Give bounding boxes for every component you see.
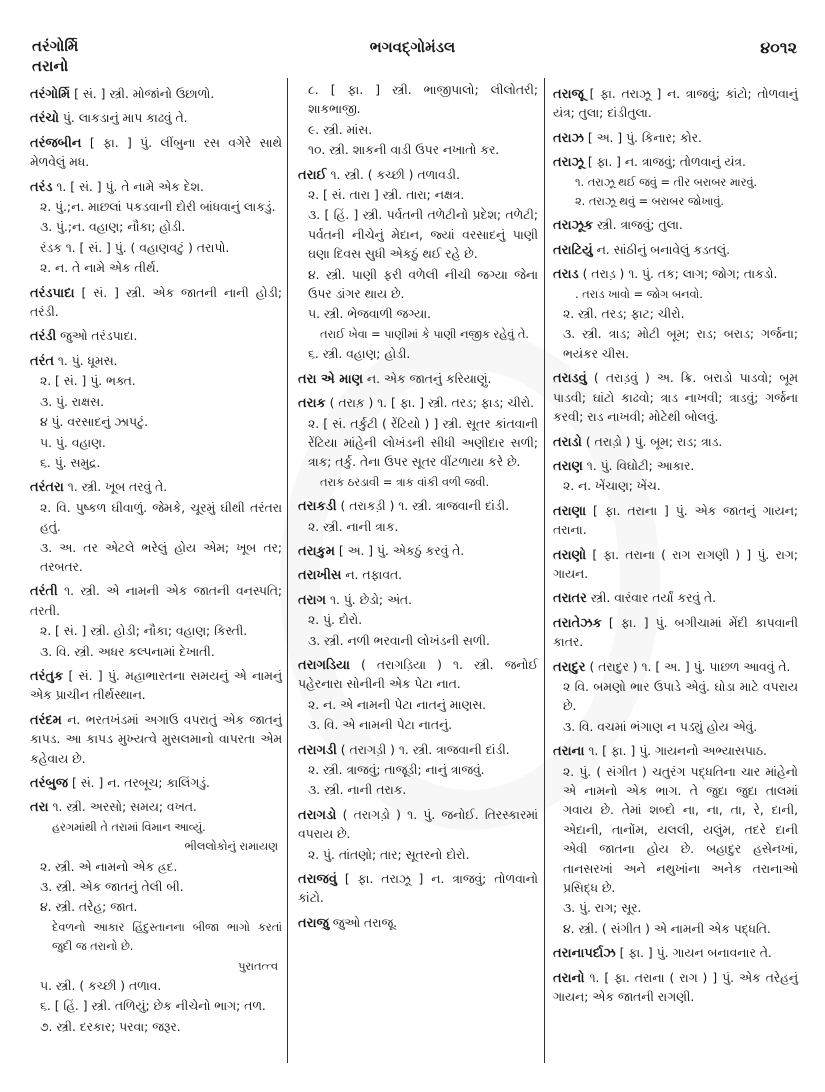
dictionary-entry: [298, 166, 538, 185]
sense-line: [30, 434, 282, 453]
dictionary-entry: [30, 798, 282, 817]
headword: તરાકુમ: [298, 543, 335, 559]
headword: તરંજબીન: [30, 135, 82, 151]
definition-text: ન. સાંઠીનું બનાવેલું કડતલું.: [596, 242, 731, 257]
usage-example: [553, 192, 798, 211]
definition-text: ( તરાગડ઼ી ) ૧. સ્ત્રી. ત્રાજવાની દાંડી.: [340, 742, 510, 757]
definition-text: જુઓ તરાજૂ.: [332, 915, 397, 930]
dictionary-entry: [298, 591, 538, 610]
definition-text: રંડક ૧. [ સં. ] પું. ( વહાણવટું ) તરાપો.: [40, 240, 230, 255]
column-divider: [544, 78, 545, 1063]
definition-text: ૧. તરાઝૂ થઈ જવું = તીર બરાબર મારવું.: [575, 175, 758, 189]
definition-text: ( તરાડ઼ો ) પું. બૂમ; રાડ; ત્રાડ.: [585, 434, 723, 449]
definition-text: પુરાતત્ત્વ: [238, 959, 278, 973]
headword: તરંડી: [30, 329, 57, 345]
citation-source: [30, 837, 282, 856]
sense-line: [30, 372, 282, 391]
definition-text: ૨. [ સં. તર્કુટી ( રેંટિયો ) ] સ્ત્રી. સૂતર કાંતવાની રેંટિયા માંહેની લોખંડની સીધી અણીદાર સળી; ત્રાક; તર્કુ. તેના ઉપર સૂતર વીંટળાયા કરે છે.: [308, 416, 538, 470]
definition-text: ( તરાડ઼ ) ૧. પું. તક; લાગ; જોગ; તાકડો.: [582, 267, 778, 282]
definition-text: ૨ વિ. બમણો ભાર ઉપાડે એવું. ઘોડા માટે વપરાય છે.: [563, 679, 798, 714]
definition-text: ( તરાદુ઼ર ) ૧. [ અ. ] પું. પાછળ આવવું તે.: [589, 659, 791, 674]
definition-text: ૧. સ્ત્રી. ( કચ્છી ) તળાવડી.: [330, 167, 460, 182]
sense-line: [298, 632, 538, 651]
definition-text: ( તરાકડ઼ી ) ૧. સ્ત્રી. ત્રાજવાની દાંડી.: [340, 499, 510, 514]
dictionary-entry: [298, 656, 538, 695]
sense-line: [30, 393, 282, 412]
definition-text: હરગમાંથી તે તરામાં વિમાન આવ્યું.: [52, 820, 206, 834]
definition-text: [ સં. ] ન. તરબૂચ; કાલિંગડું.: [72, 776, 210, 790]
dictionary-entry: [553, 969, 798, 1008]
sense-line: [30, 259, 282, 278]
definition-text: ૨. પું. તાંતણો; તાર; સૂતરનો દોરો.: [308, 847, 470, 862]
definition-text: ૨. ન. તે નામે એક તીર્થ.: [40, 261, 160, 276]
definition-text: ૨. પું.;ન. માછલાં પકડવાની દોરી બાંધવાનું લાકડું.: [40, 200, 276, 215]
headword: તરાતર: [553, 591, 587, 607]
dictionary-entry: [30, 85, 282, 104]
dictionary-entry: [553, 614, 798, 653]
headword: તરાણ: [553, 458, 583, 474]
definition-text: ૧. પું. ધૂમસ.: [57, 353, 118, 368]
dictionary-entry: [553, 457, 798, 476]
definition-text: [ ફા. ] પું. ગાયન બનાવનાર તે.: [619, 946, 772, 961]
definition-text: ૧. [ ફા. ] પું. ગાયનનો અભ્યાસપાઠ.: [588, 744, 767, 759]
sense-line: [298, 761, 538, 780]
headword: તરાણા: [553, 503, 587, 519]
page-title: ભગવદ્ગોમંડલ: [369, 38, 456, 56]
dictionary-entry: [30, 478, 282, 497]
definition-text: ૬. સ્ત્રી. વહાણ; હોડી.: [308, 347, 411, 362]
definition-text: ૧. પું. વિઘોટી; આકાર.: [586, 458, 695, 473]
definition-text: ૬. પું. સમુદ્ર.: [40, 455, 101, 470]
headword: તરા એ માણ: [298, 371, 363, 387]
sense-line: [30, 858, 282, 877]
dictionary-entry: [553, 502, 798, 541]
definition-text: ૩. વિ. એ નામની પેટા નાતનું.: [308, 718, 453, 733]
headword: તરાજૂ: [553, 87, 584, 102]
headword: તરંબુજ: [30, 776, 69, 791]
definition-text: ૫. સ્ત્રી. ભેજવાળી જગ્યા.: [308, 307, 432, 322]
sense-line: [298, 611, 538, 630]
headword: તરંડપાદા: [30, 285, 75, 301]
dictionary-entry: [30, 178, 282, 197]
definition-text: ૪ પું. વરસાદનું ઝાપટું.: [40, 415, 149, 430]
definition-text: ૩. પું.;ન. વહાણ; નૌકા; હોડી.: [40, 220, 186, 235]
headword: તરાતેઝક: [553, 615, 602, 631]
dictionary-entry: [553, 85, 798, 124]
dictionary-entry: [30, 327, 282, 346]
definition-text: ૧. [ સં. ] પું. તે નામે એક દેશ.: [56, 179, 204, 194]
headword: તરંચો: [30, 111, 59, 127]
definition-text: ૧. સ્ત્રી. ખૂબ તરવું તે.: [67, 480, 168, 495]
sense-line: [553, 718, 798, 737]
dictionary-entry: [30, 774, 282, 793]
definition-text: ૧. પું. છેડો; અંત.: [329, 592, 412, 607]
sense-line: [298, 81, 538, 120]
headword: તરાગડિયા: [298, 657, 350, 673]
sense-line: [298, 141, 538, 160]
usage-example: [553, 173, 798, 192]
sense-line: [553, 325, 798, 364]
dictionary-entry: [553, 153, 798, 172]
definition-text: ૨. ન. એ નામની પેટા નાતનું માણસ.: [308, 697, 487, 712]
sense-line: [298, 121, 538, 140]
definition-text: [ ફા. ] પું. લીંબુના રસ વગેરે સાથે મેળવેલું મધ.: [30, 135, 282, 170]
headword: તરંદમ: [30, 712, 62, 728]
headword: તરાઈ: [298, 167, 327, 183]
definition-text: ૪. સ્ત્રી. ( સંગીત ) એ નામની એક પદ્ધતિ.: [563, 921, 771, 936]
definition-text: ૫. સ્ત્રી. ( કચ્છી ) તળાવ.: [40, 979, 162, 994]
definition-text: ૩. અ. તર એટલે ભરેલું હોય એમ; ખૂબ તર; તરબતર.: [40, 540, 282, 574]
dictionary-entry: [30, 134, 282, 173]
sense-line: [553, 763, 798, 899]
sense-line: [30, 898, 282, 917]
sense-line: [298, 206, 538, 264]
definition-text: ૨. સ્ત્રી. ત્રાજવું; તાજૂડી; નાનું ત્રાજવું.: [308, 763, 485, 777]
definition-text: ૨. તરાઝૂ થવું = બરાબર જોખાવું.: [575, 195, 725, 209]
definition-text: [ ફા. તરાઝૂ ] ન. ત્રાજવું; તોળવાનો કાંટો.: [298, 872, 538, 906]
page-number: ૪૦૧૨: [760, 38, 797, 57]
dictionary-entry: [30, 711, 282, 769]
definition-text: ૨. પું. ( સંગીત ) ચતુરંગ પદ્ધતિના ચાર માંહેનો એ નામનો એક ભાગ. તે જુદા જુદા તાલમાં ગવાય છે. તેમાં શબ્દો ના, ના, તા, રે, દાની, એદાની, તાનોંમ, યલલી, યલુંમ, તદરે દાની એવી જાતના હોય છે. બહાદુર હસેનખાં, તાનસરખાં અને નથુખાંના અનેક તરાનાઓ પ્રસિદ્ધ છે.: [563, 764, 798, 896]
dictionary-entry: [553, 742, 798, 761]
definition-text: ૨. સ્ત્રી. નાની ત્રાક.: [308, 519, 399, 534]
definition-text: તરાઈ ખેવા = પાણીમાં કે પાણી નજીક રહેવું તે.: [320, 327, 529, 341]
definition-text: ૩. [ હિં. ] સ્ત્રી. પર્વતની તળેટીનો પ્રદેશ; તળેટી; પર્વતની નીચેનું મેદાન, જ્યાં વરસાદનું પાણી ઘણા દિવસ સુધી એકઠું થઈ રહે છે.: [308, 208, 538, 262]
headword: તરાજવું: [298, 872, 337, 888]
headword: તરંગોર્મિ: [30, 87, 71, 102]
dictionary-entry: [30, 352, 282, 371]
sense-line: [30, 539, 282, 578]
usage-example: [298, 325, 538, 344]
definition-text: ૨. વિ. પુષ્કળ ઘીવાળું. જેમકે, ચૂરમું ઘીથી તરંતરા હતું.: [40, 500, 282, 535]
dictionary-entry: [298, 566, 538, 585]
guide-word-first: તરંગોર્મિ: [32, 37, 79, 55]
headword: તરાદુર: [553, 659, 586, 675]
sense-line: [30, 643, 282, 662]
sense-line: [298, 186, 538, 205]
definition-text: ૧. સ્ત્રી. એ નામની એક જાતની વનસ્પતિ; તરતી.: [30, 584, 282, 618]
dictionary-entry: [553, 216, 798, 235]
dictionary-entry: [298, 497, 538, 516]
sense-line: [30, 878, 282, 897]
headword: તરંત: [30, 353, 54, 369]
definition-text: ૧. [ ફા. તરાના ( રાગ ) ] પું. એક તરેહનું ગાયન; એક જાતની રાગણી.: [553, 970, 798, 1005]
column-3: [553, 80, 798, 1007]
dictionary-entry: [553, 433, 798, 452]
dictionary-entry: [30, 582, 282, 621]
definition-text: [ સં. ] પું. મહાભારતના સમયનું એ નામનું એક પ્રાચીન તીર્થસ્થાન.: [30, 668, 282, 703]
dictionary-entry: [30, 667, 282, 706]
usage-example: [553, 285, 798, 304]
sense-line: [30, 413, 282, 432]
dictionary-entry: [553, 369, 798, 427]
definition-text: ૨. સ્ત્રી. તરડ; ફાટ; ચીરો.: [563, 307, 685, 322]
dictionary-entry: [298, 870, 538, 909]
definition-text: ૨. પું. દોરો.: [308, 613, 363, 628]
definition-text: ૨. [ સં. તારા ] સ્ત્રી. તારા; નક્ષત્ર.: [308, 188, 465, 203]
sense-line: [553, 305, 798, 324]
definition-text: દેવળનો આકાર હિંદુસ્તાનના બીજા ભાગો કરતાં જુદી જ તરાનો છે.: [52, 920, 282, 954]
sense-line: [30, 997, 282, 1016]
dictionary-entry: [553, 589, 798, 608]
definition-text: ૯. સ્ત્રી. માંસ.: [308, 122, 373, 137]
definition-text: ૩. પું. રાક્ષસ.: [40, 394, 104, 409]
definition-text: ૩. સ્ત્રી. ત્રાડ; મોટી બૂમ; રાડ; બરાડ; ગર્જના; ભયંકર ચીસ.: [563, 327, 798, 361]
headword: તરાટિયું: [553, 242, 593, 258]
dictionary-entry: [553, 546, 798, 585]
dictionary-entry: [553, 241, 798, 260]
definition-text: ૩. વિ. વચમાં ભંગાણ ન પડ્યું હોય એવું.: [563, 719, 758, 734]
sense-line: [298, 781, 538, 800]
sense-line: [30, 198, 282, 217]
sense-line: [553, 920, 798, 939]
definition-text: [ અ. ] પું. કિનાર; કોર.: [587, 130, 702, 145]
definition-text: [ ફા. તરાઝૂ ] ન. ત્રાજવું; કાંટો; તોળવાનું યંત્ર; તુલા; દાંડીતુલા.: [553, 87, 798, 121]
definition-text: ૨. ન. ખેંચાણ; ખેંચ.: [563, 479, 661, 494]
dictionary-entry: [553, 265, 798, 284]
sense-line: [30, 1018, 282, 1037]
sense-line: [30, 622, 282, 641]
headword: તરાગ: [298, 592, 327, 608]
dictionary-entry: [298, 542, 538, 561]
definition-text: સ્ત્રી. ત્રાજવું; તુલા.: [597, 218, 683, 233]
definition-text: . તરાડ ખાવો = જોગ બનવો.: [575, 287, 703, 301]
headword: તરંતુક: [30, 668, 64, 684]
definition-text: ૪. સ્ત્રી. તરેહ; જાત.: [40, 900, 138, 915]
definition-text: [ ફા. ] ન. ત્રાજવું; તોળવાનું યંત્ર.: [587, 155, 746, 170]
usage-example: [30, 818, 282, 837]
dictionary-entry: [553, 944, 798, 963]
definition-text: ( તરાક઼ ) ૧. [ ફા. ] સ્ત્રી. તરડ; ફાડ; ચીરો.: [329, 396, 535, 411]
definition-text: [ સં. ] સ્ત્રી. એક જાતની નાની હોડી; તરંડી.: [30, 285, 282, 320]
headword: તરાગડો: [298, 807, 337, 823]
definition-text: ૧૦. સ્ત્રી. શાકની વાડી ઉપર નખાતો કર.: [308, 143, 500, 158]
definition-text: ૩. સ્ત્રી. નાની તરાક.: [308, 783, 407, 798]
definition-text: ૩. પું. રાગ; સૂર.: [563, 901, 642, 916]
sense-line: [30, 977, 282, 996]
dictionary-entry: [30, 109, 282, 128]
definition-text: પું. લાકડાનું માપ કાઢવું તે.: [62, 111, 188, 126]
citation-source: [30, 957, 282, 976]
dictionary-entry: [298, 370, 538, 389]
definition-text: ન. એક જાતનું કરિયાણું.: [366, 371, 492, 386]
definition-text: ( તરાગડ઼ો ) ૧. પું. જનોઈ. તિરસ્કારમાં વપરાય છે.: [298, 807, 538, 842]
definition-text: ૬. [ હિં. ] સ્ત્રી. તળિયું; છેક નીચેનો ભાગ; તળ.: [40, 999, 266, 1014]
definition-text: ( તરાગડ઼િયા ) ૧. સ્ત્રી. જનોઈ પહેરનારા સોનીની એક પેટા નાત.: [298, 657, 538, 692]
headword: તરાગડી: [298, 742, 337, 758]
usage-example: [30, 918, 282, 957]
column-2: [298, 80, 538, 933]
definition-text: [ ફા. તરાના ( રાગ રાગણી ) ] પું. રાગ; ગાયન.: [553, 547, 798, 581]
headword: તરાનો: [553, 970, 585, 986]
definition-text: ન. ભરતખંડમાં અગાઉ વપરાતું એક જાતનું કાપડ. આ કાપડ મુખ્યત્વે મુસલમાનો વાપરતા એમ કહેવાય છે.: [30, 712, 282, 766]
definition-text: જુઓ તરંડપાદા.: [60, 329, 138, 344]
dictionary-entry: [553, 658, 798, 677]
definition-text: ૮. [ ફા. ] સ્ત્રી. ભાજીપાલો; લીલોતરી; શાકભાજી.: [308, 83, 538, 117]
headword: તરંતરા: [30, 480, 64, 496]
column-divider: [287, 78, 288, 1063]
headword: તરંડ: [30, 179, 53, 195]
dictionary-entry: [298, 741, 538, 760]
sense-line: [553, 899, 798, 918]
headword: તરાઝ: [553, 130, 584, 146]
definition-text: ૧. સ્ત્રી. અરસો; સમય; વખત.: [52, 800, 197, 815]
dictionary-entry: [298, 806, 538, 845]
sense-line: [553, 477, 798, 496]
definition-text: ભીલલોકોનું રામાયણ: [184, 840, 278, 854]
definition-text: ૩. સ્ત્રી. નળી ભરવાની લોખંડની સળી.: [308, 633, 490, 648]
usage-example: [298, 473, 538, 492]
dictionary-entry: [298, 394, 538, 413]
definition-text: ૩. વિ. સ્ત્રી. અધર કલ્પનામાં દેખાતી.: [40, 644, 215, 659]
headword: તરાકડી: [298, 499, 337, 515]
sense-line: [298, 305, 538, 324]
definition-text: ૨. [ સં. ] પું. ભક્ત.: [40, 374, 136, 389]
definition-text: ૭. સ્ત્રી. દરકાર; પરવા; જરૂર.: [40, 1019, 181, 1034]
dictionary-entry: [553, 129, 798, 148]
sense-line: [30, 454, 282, 473]
definition-text: [ અ. ] પું. એકઠું કરવું તે.: [338, 543, 465, 558]
sense-line: [30, 239, 282, 258]
headword: તરાડવું: [553, 371, 587, 387]
sense-line: [30, 499, 282, 538]
headword: તરાણો: [553, 547, 587, 563]
guide-word-last: તરાનો: [32, 57, 69, 75]
headword: તરાક: [298, 396, 326, 412]
sense-line: [298, 345, 538, 364]
headword: તરાઝૂક: [553, 218, 594, 234]
definition-text: સ્ત્રી. વારંવાર તર્યાં કરવું તે.: [590, 591, 717, 606]
definition-text: ( તરાડ઼વું ) અ. ક્રિ. બરાડો પાડવો; બૂમ પાડવી; ઘાંટો કાઢવો; ત્રાડ નાખવી; ત્રાડવું; ગર્જના કરવી; રાડ નાખવી; મોટેથી બોલવું.: [553, 371, 798, 425]
definition-text: ૨. સ્ત્રી. એ નામનો એક હ્રદ.: [40, 859, 178, 874]
headword: તરાના: [553, 744, 585, 760]
sense-line: [298, 266, 538, 305]
headword: તરંતી: [30, 584, 58, 600]
headword: તરાડો: [553, 434, 582, 450]
column-1: [30, 80, 282, 1037]
dictionary-entry: [298, 914, 538, 933]
definition-text: ન. તફાવત.: [345, 568, 403, 583]
headword: તરા: [30, 800, 49, 816]
dictionary-entry: [30, 284, 282, 323]
definition-text: ૫. પું. વહાણ.: [40, 435, 106, 450]
sense-line: [553, 678, 798, 717]
sense-line: [30, 218, 282, 237]
sense-line: [298, 716, 538, 735]
headword: તરાડ: [553, 267, 579, 283]
sense-line: [298, 696, 538, 715]
definition-text: તરાક ઠરડાવી = ત્રાક વાંકી વળી જવી.: [320, 475, 490, 489]
sense-line: [298, 415, 538, 473]
definition-text: ૪. સ્ત્રી. પાણી ફરી વળેલી નીચી જગ્યા જેના ઉપર ડાંગર થાય છે.: [308, 267, 538, 302]
definition-text: ૩. સ્ત્રી. એક જાતનું તેલી બી.: [40, 880, 184, 895]
headword: તરાનાપર્દાઝ: [553, 946, 616, 962]
definition-text: [ ફા. તરાના ] પું. એક જાતનું ગાયન; તરાના.: [553, 503, 798, 538]
sense-line: [298, 518, 538, 537]
headword: તરાજુ: [298, 915, 329, 931]
headword: તરાખીસ: [298, 568, 342, 584]
definition-text: ૨. [ સં. ] સ્ત્રી. હોડી; નૌકા; વહાણ; કિસ્તી.: [40, 624, 248, 639]
sense-line: [298, 846, 538, 865]
definition-text: [ ફા. ] પું. બગીચામાં મેંદી કાપવાની કાતર.: [553, 615, 798, 650]
headword: તરાઝૂ: [553, 155, 584, 171]
definition-text: [ સં. ] સ્ત્રી. મોજાંનો ઉછાળો.: [74, 87, 215, 101]
